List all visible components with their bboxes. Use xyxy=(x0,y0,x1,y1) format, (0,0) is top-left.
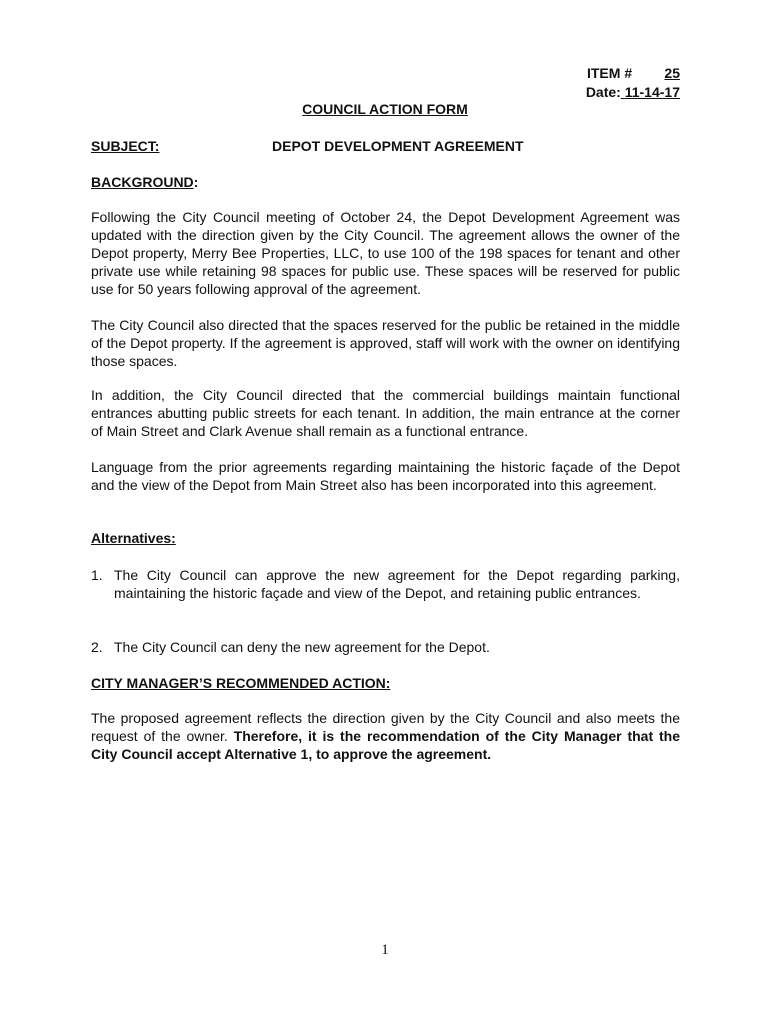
recommendation-text: The proposed agreement reflects the direction given by the City Council and also meets the request of the owner. xyxy=(91,710,680,744)
date-label: Date: xyxy=(585,84,621,100)
date-line xyxy=(540,84,680,100)
alternative-text: The City Council can deny the new agreement for the Depot. xyxy=(114,639,490,655)
recommendation-bold-text: Therefore, it is the recommendation of the City Manager that the City Council accept Alternative 1, to approve the agreement. xyxy=(91,728,680,762)
alternative-number: 1. xyxy=(91,567,103,583)
background-paragraph-2: The City Council also directed that the spaces reserved for the public be retained in the middle of the Depot property. If the agreement is approved, staff will work with the owner on identifying those spaces. xyxy=(91,317,680,369)
item-label: ITEM # xyxy=(586,65,633,81)
form-title: COUNCIL ACTION FORM xyxy=(302,101,468,117)
background-paragraph-4: Language from the prior agreements regarding maintaining the historic façade of the Depot and the view of the Depot from Main Street also has been incorporated into this agreement. xyxy=(91,459,680,493)
page-number: 1 xyxy=(381,942,389,958)
alternatives-heading: Alternatives: xyxy=(91,530,176,546)
alternative-text: The City Council can approve the new agreement for the Depot regarding parking, maintaining the historic façade and view of the Depot, and retaining public entrances. xyxy=(114,567,680,601)
date-value: 11-14-17 xyxy=(624,84,680,100)
alternative-number: 2. xyxy=(91,639,103,655)
item-number-line xyxy=(540,65,680,81)
item-number: 25 xyxy=(664,65,680,81)
background-heading: BACKGROUND: xyxy=(91,174,199,190)
background-paragraph-1: Following the City Council meeting of October 24, the Depot Development Agreement was updated with the direction given by the City Council. The agreement allows the owner of the Depot property, Merry Bee Properties, LLC, to use 100 of the 198 spaces for tenant and other private use while retaining 98 spaces for public use. These spaces will be reserved for public use for 50 years following approval of the agreement. xyxy=(91,209,680,297)
background-paragraph-3: In addition, the City Council directed that the commercial buildings maintain functional entrances abutting public streets for each tenant. In addition, the main entrance at the corner of Main Street and Clark Avenue shall remain as a functional entrance. xyxy=(91,387,680,439)
subject-label: SUBJECT: xyxy=(91,138,160,154)
alternative-item-2 xyxy=(91,638,680,656)
recommendation-paragraph xyxy=(91,709,680,763)
recommended-action-heading: CITY MANAGER’S RECOMMENDED ACTION: xyxy=(91,675,391,691)
subject-value: DEPOT DEVELOPMENT AGREEMENT xyxy=(272,138,524,154)
alternative-item-1 xyxy=(91,566,680,602)
